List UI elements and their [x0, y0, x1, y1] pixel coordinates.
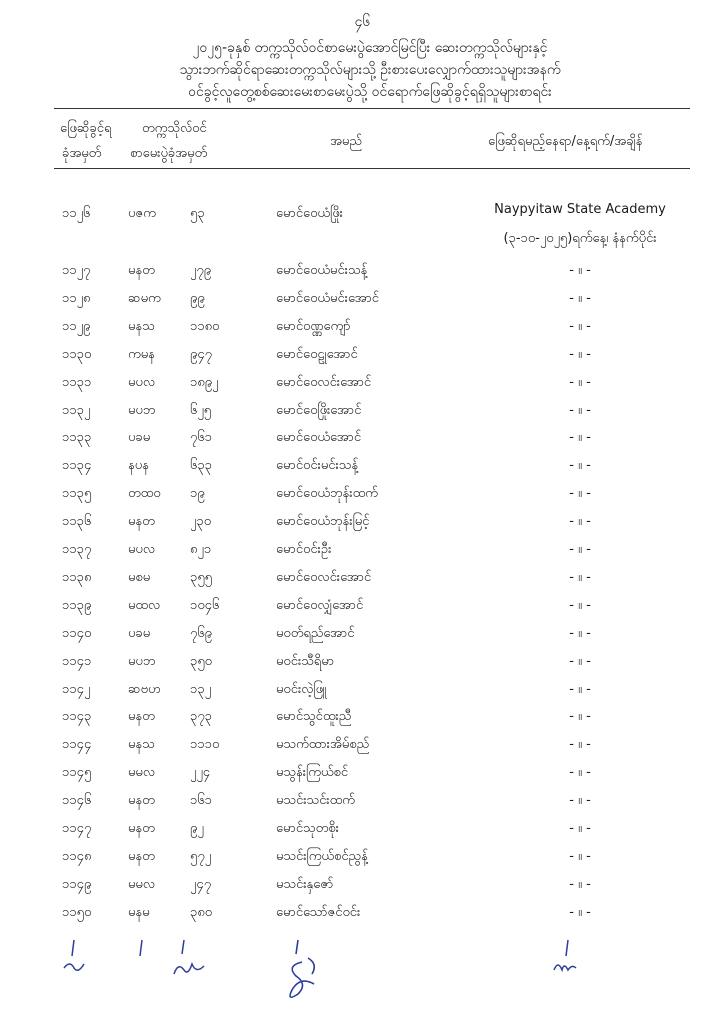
signature-mark-5	[548, 938, 588, 1018]
candidate-name: မသင်းကြယ်စင်ညွန့်	[276, 849, 368, 864]
location-repeat-mark: - ။ -	[569, 821, 591, 836]
city-code: မမလ	[128, 877, 156, 892]
candidate-name: မသက်ထားအိမ်စည်	[276, 737, 370, 752]
city-code: မထလ	[128, 598, 161, 613]
roll-number: ၁၁၄၅	[62, 765, 92, 780]
candidate-name: မသွန်းကြယ်စင်	[276, 765, 349, 780]
location-repeat-mark: - ။ -	[569, 319, 591, 334]
header-roll-line1: ဖြေဆိုခွင့်ရ	[60, 121, 112, 136]
exam-seat-number: ၈၂၁	[190, 542, 212, 557]
exam-seat-number: ၁၉	[190, 486, 205, 501]
exam-seat-number: ၁၁၈၀	[190, 319, 220, 334]
exam-seat-number: ၇၆၁	[190, 430, 212, 445]
roll-number: ၁၁၃၇	[62, 542, 92, 557]
roll-number: ၁၁၃၂	[62, 403, 91, 418]
roll-number: ၁၁၃၅	[62, 486, 92, 501]
roll-number: ၁၁၃၆	[62, 514, 92, 529]
location-repeat-mark: - ။ -	[569, 793, 591, 808]
city-code: မနသ	[128, 319, 155, 334]
candidate-name: မောင်ဝေယံမင်းအောင်	[276, 291, 379, 306]
venue-name: Naypyitaw State Academy	[494, 202, 666, 217]
header-rule-top	[54, 108, 690, 109]
city-code: မစမ	[128, 570, 151, 585]
city-code: မပဘ	[128, 403, 156, 418]
header-location: ဖြေဆိုရမည့်နေရာ/နေ့ရက်/အချိန်	[488, 134, 643, 149]
roll-number: ၁၁၄၈	[62, 849, 92, 864]
roll-number: ၁၁၃၁	[62, 375, 92, 390]
candidate-name: မောင်ဝေယံဘုန်းမြင့်	[276, 514, 370, 529]
city-code: မနတ	[128, 793, 155, 808]
location-repeat-mark: - ။ -	[569, 737, 591, 752]
exam-seat-number: ၉၄၇	[190, 347, 212, 362]
candidate-name: မောင်ဝေယံဖြိုး	[276, 206, 343, 221]
exam-seat-number: ၃၇၃	[190, 709, 212, 724]
city-code: ပခမ	[128, 430, 151, 445]
city-code: ဆဗဟ	[128, 682, 161, 697]
location-repeat-mark: - ။ -	[569, 403, 591, 418]
candidate-name: မောင်ဝင်းဦး	[276, 542, 332, 557]
candidate-name: မောင်ဝင်းမင်းသန့်	[276, 458, 359, 473]
roll-number: ၁၁၄၃	[62, 709, 92, 724]
location-repeat-mark: - ။ -	[569, 570, 591, 585]
candidate-name: မောင်ဝေယံဘုန်းထက်	[276, 486, 378, 501]
location-repeat-mark: - ။ -	[569, 458, 591, 473]
candidate-name: မဝင်းလဲ့ဖြူ	[276, 682, 327, 697]
location-repeat-mark: - ။ -	[569, 486, 591, 501]
city-code: မပဘ	[128, 654, 156, 669]
location-repeat-mark: - ။ -	[569, 905, 591, 920]
city-code: နပန	[128, 458, 149, 473]
city-code: မမလ	[128, 765, 156, 780]
page-number: ၄၆	[354, 14, 371, 30]
city-code: မနတ	[128, 514, 155, 529]
location-repeat-mark: - ။ -	[569, 542, 591, 557]
location-repeat-mark: - ။ -	[569, 263, 591, 278]
signature-mark-2	[132, 938, 152, 1018]
roll-number: ၁၁၄၆	[62, 793, 92, 808]
city-code: ပခမ	[128, 626, 151, 641]
city-code: မနမ	[128, 905, 150, 920]
header-roll-line2: ခုံအမှတ်	[62, 146, 102, 161]
city-code: မနတ	[128, 849, 155, 864]
city-code: မနသ	[128, 737, 155, 752]
signature-mark-3	[172, 938, 212, 1018]
roll-number: ၁၁၄၇	[62, 821, 92, 836]
city-code: ဆမက	[128, 291, 161, 306]
location-repeat-mark: - ။ -	[569, 849, 591, 864]
title-line-3: ဝင်ခွင့်လူတွေ့စစ်ဆေးမေးစာမေးပွဲသို့ ဝင်ရောက်ဖြေဆိုခွင့်ရရှိသူများစာရင်း	[188, 84, 552, 100]
exam-seat-number: ၃၅၀	[190, 654, 212, 669]
roll-number: ၁၁၄၀	[62, 626, 92, 641]
candidate-name: မသင်းနှဇော်	[276, 877, 334, 892]
exam-seat-number: ၁၀၄၆	[190, 598, 220, 613]
exam-seat-number: ၂၇၉	[190, 263, 212, 278]
roll-number: ၁၁၂၉	[62, 319, 91, 334]
header-rule-bottom	[54, 168, 690, 169]
signature-mark-1	[62, 938, 92, 1018]
exam-seat-number: ၃၈၀	[190, 905, 213, 920]
exam-seat-number: ၁၈၉၂	[190, 375, 219, 390]
candidate-name: မောင်ဝေဠုအောင်	[276, 347, 358, 362]
exam-seat-number: ၉၉	[190, 291, 205, 306]
location-repeat-mark: - ။ -	[569, 709, 591, 724]
exam-seat-number: ၁၆၁	[190, 793, 212, 808]
location-repeat-mark: - ။ -	[569, 877, 591, 892]
city-code: တထဝ	[128, 486, 161, 501]
header-exam-line1: တက္ကသိုလ်ဝင်	[142, 121, 207, 136]
candidate-name: မောင်ဝေလင်းအောင်	[276, 570, 372, 585]
location-repeat-mark: - ။ -	[569, 347, 591, 362]
candidate-name: မောင်ဝဏ္ဏကျော်	[276, 319, 351, 334]
location-repeat-mark: - ။ -	[569, 598, 591, 613]
location-repeat-mark: - ။ -	[569, 514, 591, 529]
title-line-1: ၂၀၂၅-ခုနှစ် တက္ကသိုလ်ဝင်စာမေးပွဲအောင်မြင်ပြီး ဆေးတက္ကသိုလ်များနှင့်	[192, 40, 548, 56]
exam-seat-number: ၇၆၉	[190, 626, 212, 641]
roll-number: ၁၁၃၃	[62, 430, 92, 445]
candidate-name: မောင်သုတစိုး	[276, 821, 339, 836]
candidate-name: မောင်ဝေဖြိုးအောင်	[276, 403, 362, 418]
location-repeat-mark: - ။ -	[569, 375, 591, 390]
roll-number: ၁၁၄၁	[62, 654, 92, 669]
candidate-name: မောင်ဝေလင်းအောင်	[276, 375, 372, 390]
exam-seat-number: ၅၇၂	[190, 849, 212, 864]
exam-seat-number: ၅၃	[190, 206, 205, 221]
candidate-name: မောင်ဝေယံအောင်	[276, 430, 362, 445]
exam-seat-number: ၂၂၄	[190, 765, 211, 780]
exam-seat-number: ၆၃၃	[190, 458, 212, 473]
header-name: အမည်	[330, 134, 362, 149]
exam-seat-number: ၁၁၁၀	[190, 737, 220, 752]
city-code: ကမန	[128, 347, 155, 362]
location-repeat-mark: - ။ -	[569, 765, 591, 780]
roll-number: ၁၁၃၄	[62, 458, 92, 473]
roll-number: ၁၁၂၆	[62, 206, 91, 221]
location-repeat-mark: - ။ -	[569, 626, 591, 641]
title-line-2: သွားဘက်ဆိုင်ရာဆေးတက္ကသိုလ်များသို့ ဦးစားပေးလျှောက်ထားသူများအနက်	[179, 62, 561, 78]
candidate-name: မဝတ်ရည်အောင်	[276, 626, 355, 641]
location-repeat-mark: - ။ -	[569, 654, 591, 669]
roll-number: ၁၁၃၈	[62, 570, 92, 585]
candidate-name: မောင်ဝေလျှံအောင်	[276, 598, 364, 613]
exam-seat-number: ၁၃၂	[190, 682, 212, 697]
location-repeat-mark: - ။ -	[569, 682, 591, 697]
candidate-name: မဝင်းသီရိမာ	[276, 654, 335, 669]
roll-number: ၁၁၂၈	[62, 291, 91, 306]
exam-seat-number: ၂၄၇	[190, 877, 212, 892]
location-repeat-mark: - ။ -	[569, 291, 591, 306]
roll-number: ၁၁၄၉	[62, 877, 92, 892]
city-code: မနတ	[128, 709, 155, 724]
city-code: ပဇက	[128, 206, 156, 221]
exam-seat-number: ၂၃၀	[190, 514, 212, 529]
header-exam-line2: စာမေးပွဲခုံအမှတ်	[130, 146, 208, 161]
candidate-name: မောင်သော်ဇင်ဝင်း	[276, 905, 361, 920]
city-code: မပလ	[128, 375, 156, 390]
signature-mark-4	[282, 938, 332, 1018]
city-code: မနတ	[128, 263, 155, 278]
exam-date-time: (၃-၁၀-၂၀၂၅)ရက်နေ့၊ နံနက်ပိုင်း	[503, 231, 657, 246]
candidate-name: မောင်ဝေယံမင်းသန့်	[276, 263, 368, 278]
roll-number: ၁၁၅၀	[62, 905, 92, 920]
exam-seat-number: ၃၅၅	[190, 570, 212, 585]
roll-number: ၁၁၂၇	[62, 263, 91, 278]
exam-seat-number: ၆၂၅	[190, 403, 212, 418]
roll-number: ၁၁၄၄	[62, 737, 92, 752]
roll-number: ၁၁၃၀	[62, 347, 92, 362]
roll-number: ၁၁၄၂	[62, 682, 91, 697]
candidate-name: မသင်းသင်းထက်	[276, 793, 355, 808]
exam-seat-number: ၉၂	[190, 821, 204, 836]
city-code: မနတ	[128, 821, 155, 836]
location-repeat-mark: - ။ -	[569, 430, 591, 445]
city-code: မပလ	[128, 542, 156, 557]
roll-number: ၁၁၃၉	[62, 598, 92, 613]
candidate-name: မောင်သွင်ထူးညီ	[276, 709, 352, 724]
